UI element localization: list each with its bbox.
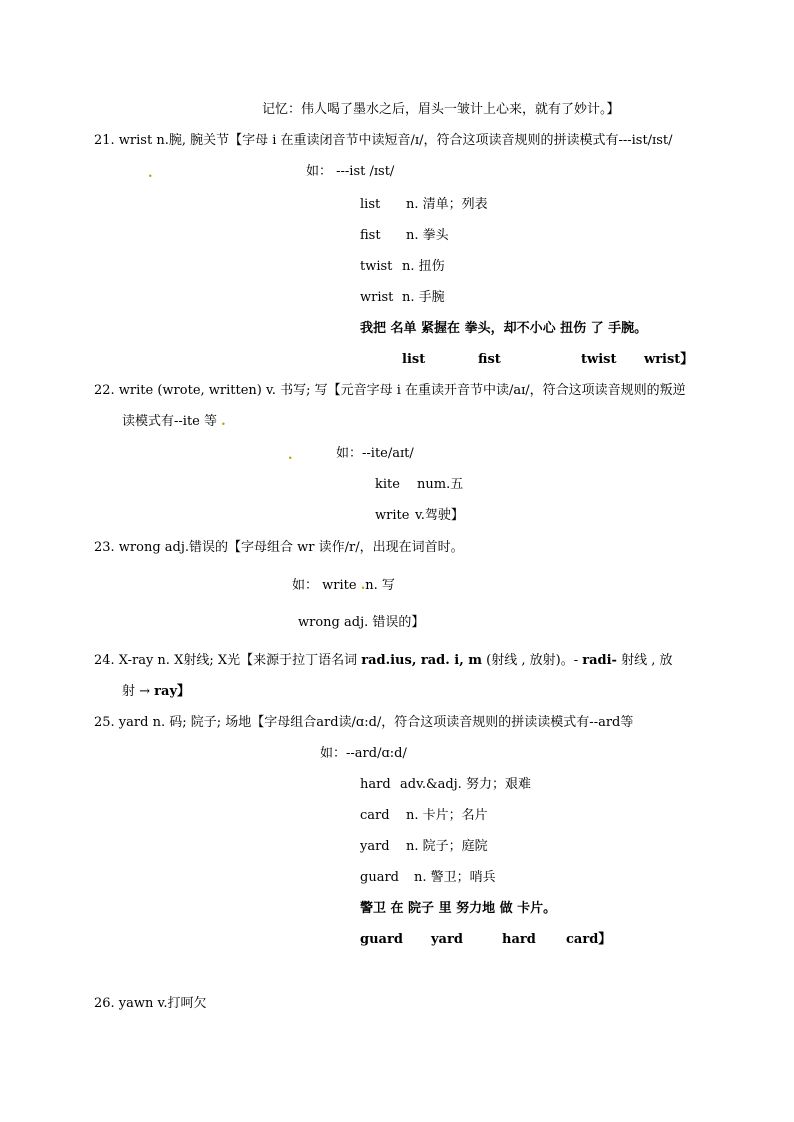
entry-22-dot-1: . [221, 414, 226, 429]
entry-23-dot: . [360, 578, 366, 593]
entry-25-word-2: card n. 卡片；名片 [360, 808, 488, 823]
entry-21-memo-words: list fist twist wrist】 [402, 352, 694, 367]
entry-21-dot: . [148, 166, 153, 181]
entry-22-word-2: write v.驾驶】 [375, 508, 464, 523]
entry-21-word-1: list n. 清单；列表 [360, 197, 488, 212]
entry-22-heading-cont: 读模式有--ite 等 . [122, 414, 226, 429]
entry-22-heading: 22. write (wrote, written) v. 书写; 写【元音字母 i 在重读开音节中读/aɪ/，符合这项读音规则的叛逆 [94, 383, 686, 398]
memory-note: 记忆：伟人喝了墨水之后，眉头一皱计上心来，就有了妙计。】 [262, 102, 620, 117]
entry-22-example: 如：--ite/aɪt/ [336, 446, 414, 461]
entry-23-example-2: wrong adj. 错误的】 [298, 615, 425, 630]
entry-26-heading: 26. yawn v.打呵欠 [94, 996, 207, 1011]
entry-25-memo: 警卫 在 院子 里 努力地 做 卡片。 [360, 901, 557, 916]
entry-22-dot-2: . [288, 448, 293, 463]
entry-25-memo-words: guard yard hard card】 [360, 932, 612, 947]
entry-21-word-3: twist n. 扭伤 [360, 259, 445, 274]
entry-25-example: 如：--ard/ɑ:d/ [320, 746, 407, 761]
entry-21-memo: 我把 名单 紧握在 拳头，却不小心 扭伤 了 手腕。 [360, 321, 648, 336]
entry-25-word-1: hard adv.&adj. 努力；艰难 [360, 777, 531, 792]
entry-21-word-2: fist n. 拳头 [360, 228, 449, 243]
entry-22-word-1: kite num.五 [375, 477, 464, 492]
entry-24-line-1: 24. X-ray n. X射线; X光【来源于拉丁语名词 rad.ius, rad. i, m (射线 , 放射)。- radi- 射线 , 放 [94, 653, 673, 668]
entry-21-heading: 21. wrist n.腕, 腕关节【字母 i 在重读闭音节中读短音/ɪ/，符合这项读音规则的拼读模式有---ist/ɪst/ [94, 133, 673, 148]
entry-25-word-3: yard n. 院子；庭院 [360, 839, 488, 854]
entry-25-heading: 25. yard n. 码; 院子; 场地【字母组合ard读/ɑ:d/，符合这项读音规则的拼读读模式有--ard等 [94, 715, 634, 730]
entry-24-line-2: 射 → ray】 [122, 684, 190, 699]
entry-21-example: 如： ---ist /ɪst/ [306, 164, 395, 179]
entry-21-word-4: wrist n. 手腕 [360, 290, 445, 305]
entry-23-example-1: 如： write .n. 写 [292, 578, 395, 593]
entry-25-word-4: guard n. 警卫；哨兵 [360, 870, 496, 885]
entry-23-heading: 23. wrong adj.错误的【字母组合 wr 读作/r/，出现在词首时。 [94, 540, 464, 555]
